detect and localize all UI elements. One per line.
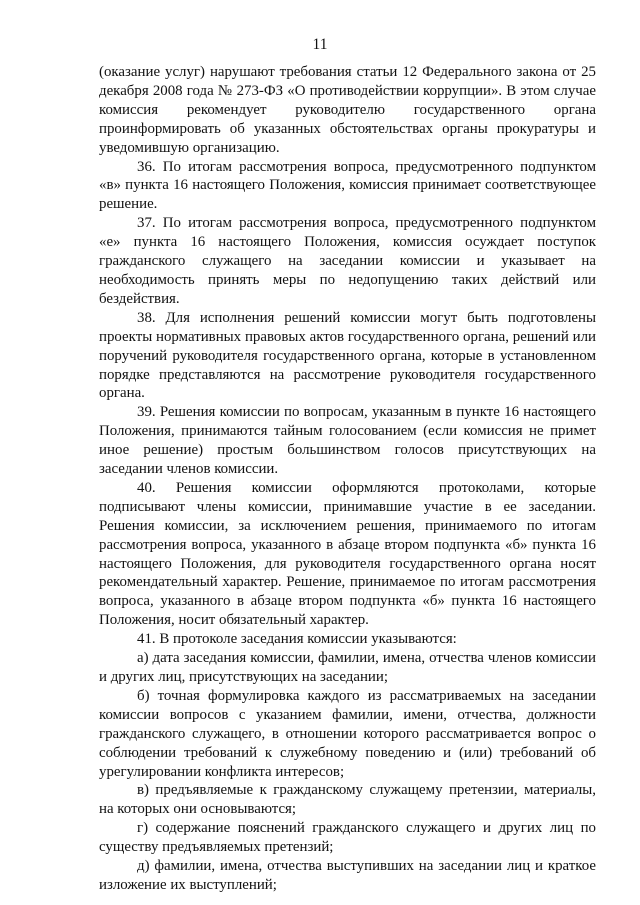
paragraph-40: 40. Решения комиссии оформляются протоколами, которые подписывают члены комиссии, принимавшие участие в ее заседании. Решения комиссии, за исключением решения, принимаемого по итогам рассмотрения вопроса, указанного в абзаце втором подпункта «б» пункта 16 настоящего Положения, для руководителя государственного органа носят рекомендательный характер. Решение, принимаемое по итогам рассмотрения вопроса, указанного в абзаце втором подпункта «б» пункта 16 настоящего Положения, носит обязательный характер.: [99, 479, 596, 629]
paragraph-39: 39. Решения комиссии по вопросам, указанным в пункте 16 настоящего Положения, принимаются тайным голосованием (если комиссия не примет иное решение) простым большинством голосов присутствующих на заседании членов комиссии.: [99, 404, 596, 478]
list-item-b: б) точная формулировка каждого из рассматриваемых на заседании комиссии вопросов с указанием фамилии, имени, отчества, должности гражданского служащего, в отношении которого рассматривается вопрос о соблюдении требований к служебному поведению и (или) требований об урегулировании конфликта интересов;: [99, 687, 596, 780]
list-item-a: а) дата заседания комиссии, фамилии, имена, отчества членов комиссии и других лиц, присутствующих на заседании;: [99, 650, 596, 685]
document-body: [99, 63, 596, 895]
list-item-d: д) фамилии, имена, отчества выступивших на заседании лиц и краткое изложение их выступлений;: [99, 858, 596, 893]
paragraph-41: 41. В протоколе заседания комиссии указываются:: [137, 631, 457, 648]
list-item-v: в) предъявляемые к гражданскому служащему претензии, материалы, на которых они основываются;: [99, 782, 596, 818]
paragraph-continuation: (оказание услуг) нарушают требования статьи 12 Федерального закона от 25 декабря 2008 года № 273-ФЗ «О противодействии коррупции». В этом случае комиссия рекомендует руководителю государственного органа проинформировать об указанных обстоятельствах органы прокуратуры и уведомившую организацию.: [99, 64, 596, 156]
paragraph-38: 38. Для исполнения решений комиссии могут быть подготовлены проекты нормативных правовых актов государственного органа, решений или поручений руководителя государственного органа, которые в установленном порядке представляются на рассмотрение руководителя государственного органа.: [99, 309, 596, 402]
paragraph-37: 37. По итогам рассмотрения вопроса, предусмотренного подпунктом «е» пункта 16 настоящего Положения, комиссия осуждает поступок гражданского служащего на заседании комиссии и указывает на необходимость принять меры по недопущению таких действий или бездействия.: [99, 215, 596, 307]
page-number: 11: [312, 36, 328, 53]
list-item-g: г) содержание пояснений гражданского служащего и других лиц по существу предъявляемых претензий;: [99, 820, 596, 856]
paragraph-36: 36. По итогам рассмотрения вопроса, предусмотренного подпунктом «в» пункта 16 настоящего Положения, комиссия принимает соответствующее решение.: [99, 158, 596, 213]
